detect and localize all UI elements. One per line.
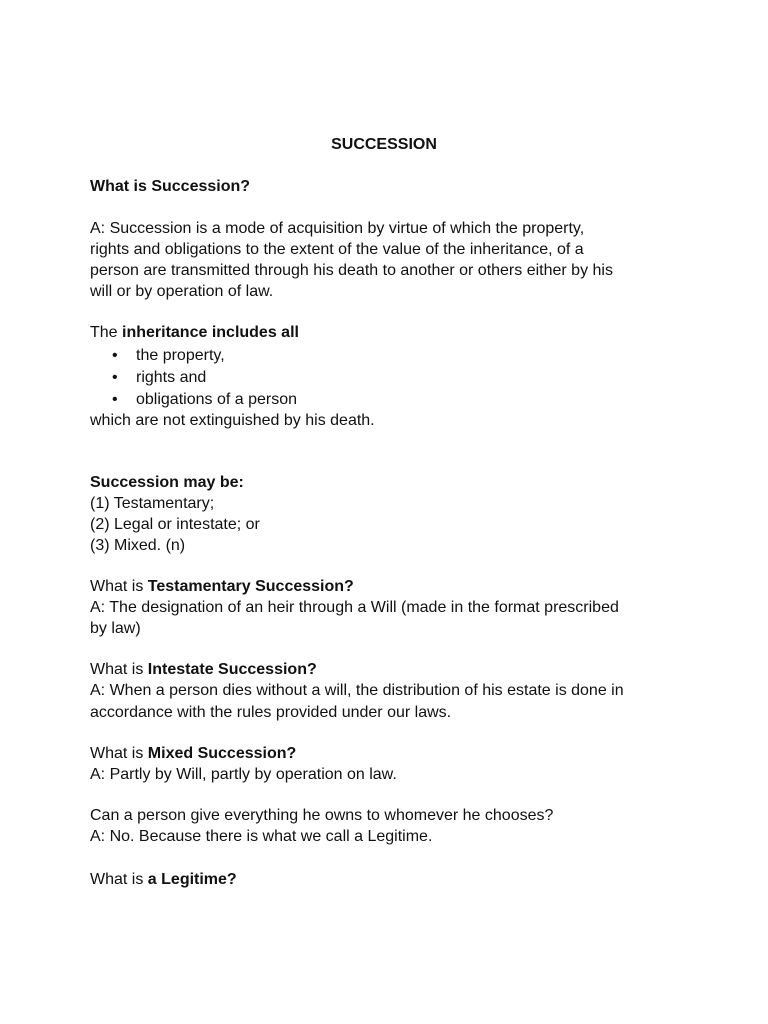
question-prefix: What is	[90, 578, 148, 595]
question-bold: Intestate Succession?	[147, 661, 317, 678]
list-item: the property,	[136, 347, 225, 364]
question-bold: Mixed Succession?	[147, 745, 297, 762]
answer-line: A: Partly by Will, partly by operation on law.	[90, 766, 397, 783]
question-intestate	[90, 659, 317, 680]
kinds-heading: Succession may be:	[90, 474, 244, 491]
question-testamentary	[90, 576, 354, 597]
question-give-everything: Can a person give everything he owns to whomever he chooses?	[90, 807, 554, 824]
bullet-icon: •	[112, 391, 118, 408]
answer-line: rights and obligations to the extent of the value of the inheritance, of a	[90, 241, 584, 258]
question-legitime	[90, 869, 237, 890]
question-prefix: What is	[90, 745, 148, 762]
inheritance-prefix: The	[90, 324, 123, 341]
inheritance-bold: inheritance includes all	[122, 324, 299, 341]
answer-line: by law)	[90, 620, 141, 637]
bullet-icon: •	[112, 347, 118, 364]
kinds-item: (3) Mixed. (n)	[90, 537, 186, 554]
question-bold: Testamentary Succession?	[147, 578, 354, 595]
question-prefix: What is	[90, 661, 148, 678]
answer-line: A: No. Because there is what we call a Legitime.	[90, 828, 433, 845]
answer-line: accordance with the rules provided under our laws.	[90, 704, 452, 721]
kinds-item: (2) Legal or intestate; or	[90, 516, 260, 533]
answer-line: person are transmitted through his death to another or others either by his	[90, 262, 613, 279]
answer-line: will or by operation of law.	[90, 283, 274, 300]
list-item: rights and	[136, 369, 207, 386]
question-prefix: What is	[90, 871, 148, 888]
question-mixed	[90, 743, 296, 764]
list-item: obligations of a person	[136, 391, 297, 408]
inheritance-suffix: which are not extinguished by his death.	[90, 412, 375, 429]
question-bold: a Legitime?	[147, 871, 237, 888]
answer-line: A: When a person dies without a will, the distribution of his estate is done in	[90, 682, 624, 699]
kinds-item: (1) Testamentary;	[90, 495, 215, 512]
answer-line: A: Succession is a mode of acquisition by virtue of which the property,	[90, 220, 585, 237]
document-title: SUCCESSION	[331, 136, 437, 153]
inheritance-heading	[90, 322, 299, 343]
question-what-is-succession: What is Succession?	[90, 178, 251, 195]
answer-line: A: The designation of an heir through a Will (made in the format prescribed	[90, 599, 619, 616]
bullet-icon: •	[112, 369, 118, 386]
